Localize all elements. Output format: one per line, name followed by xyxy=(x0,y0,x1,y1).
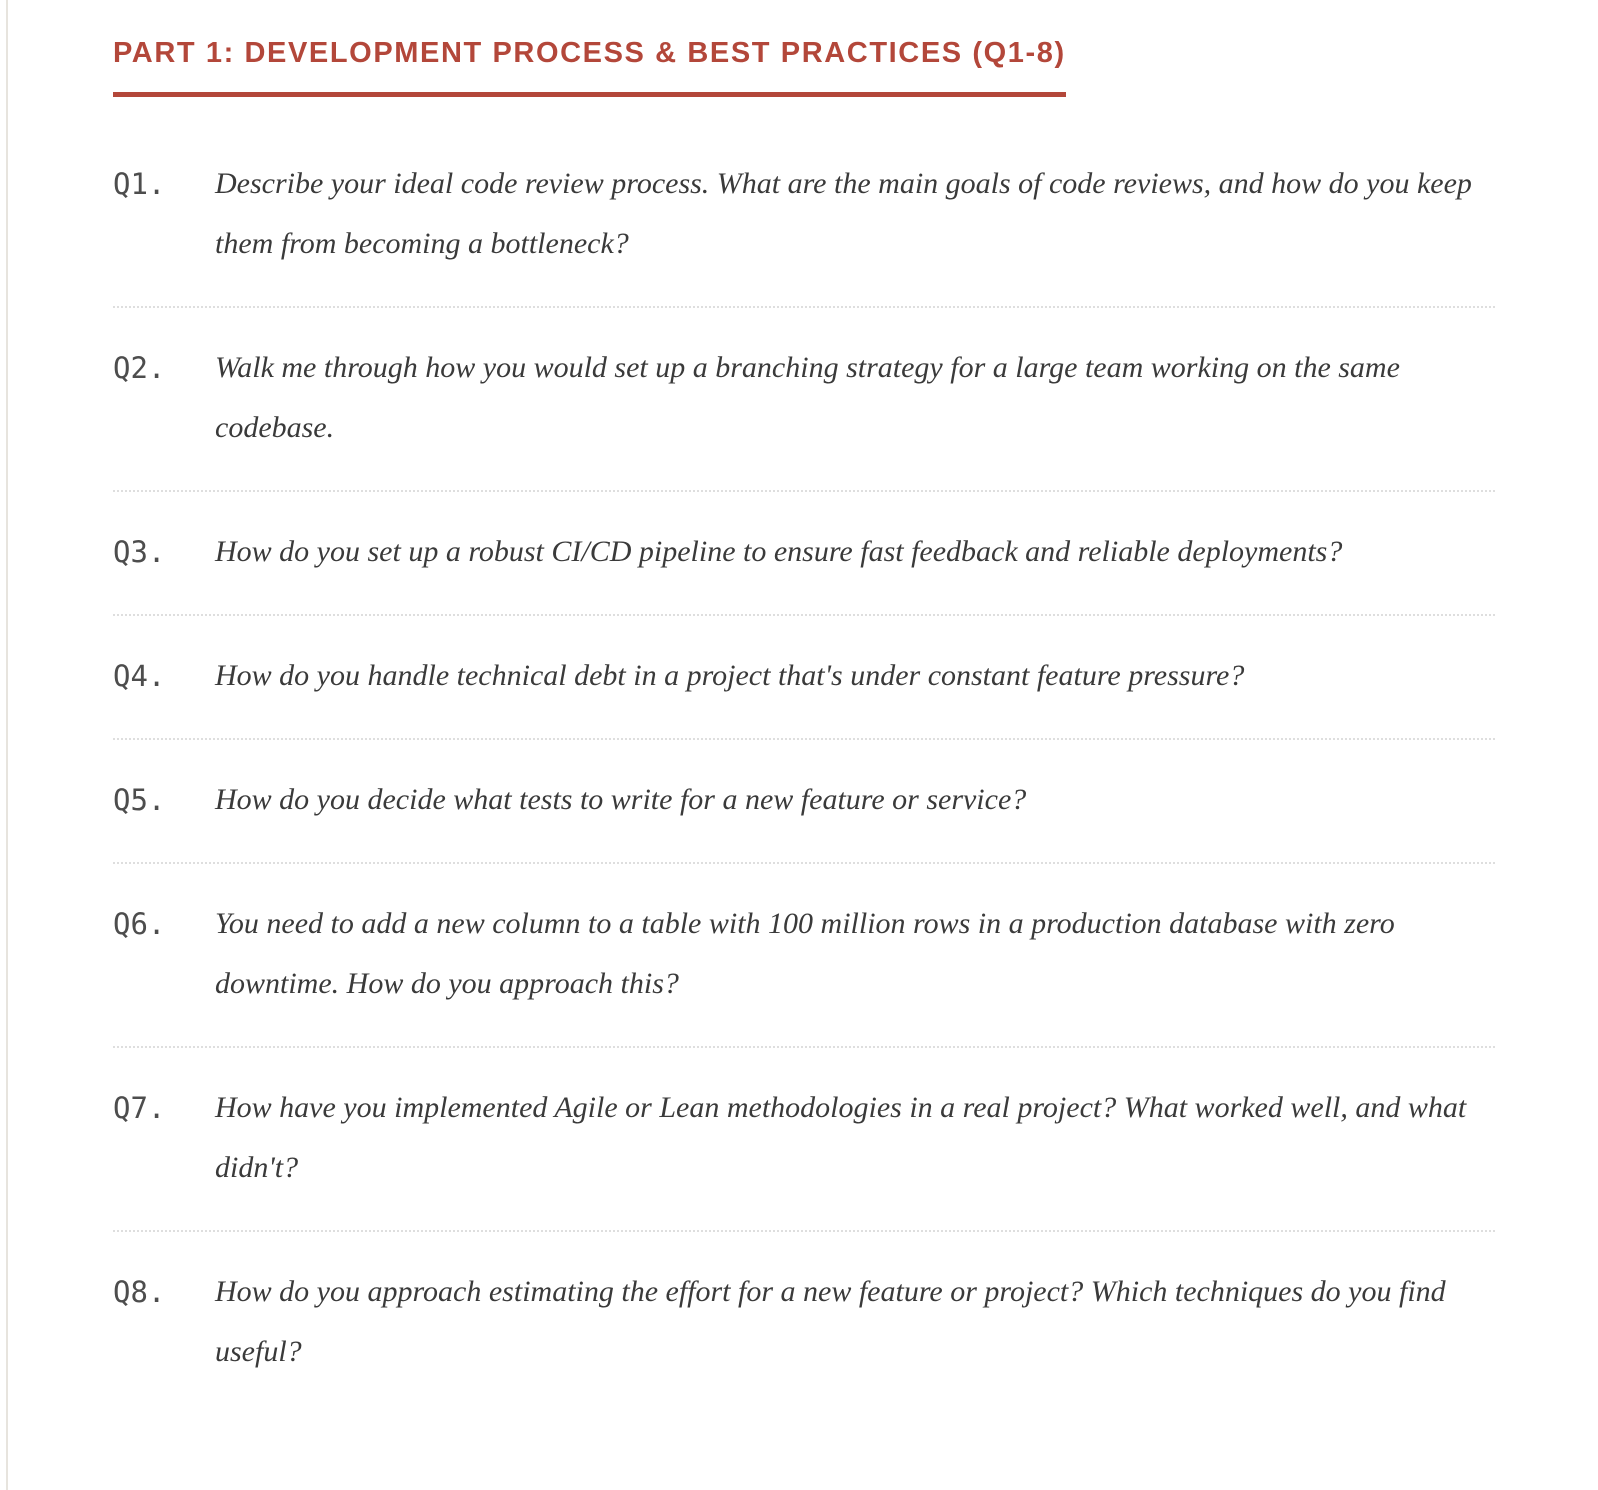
question-item xyxy=(113,738,1495,862)
question-text: Walk me through how you would set up a branching strategy for a large team working on the same codebase. xyxy=(215,351,1400,444)
question-text: How do you set up a robust CI/CD pipeline to ensure fast feedback and reliable deployments? xyxy=(215,535,1343,568)
question-number: Q6. xyxy=(113,907,166,941)
question-number: Q1. xyxy=(113,167,166,201)
question-text: How do you handle technical debt in a project that's under constant feature pressure? xyxy=(215,659,1245,692)
question-number: Q4. xyxy=(113,659,166,693)
question-item xyxy=(113,490,1495,614)
question-item xyxy=(113,862,1495,1046)
page-left-border xyxy=(6,0,8,1490)
question-list xyxy=(113,124,1495,1414)
question-text: How do you decide what tests to write for a new feature or service? xyxy=(215,783,1027,816)
question-item xyxy=(113,306,1495,490)
question-number: Q3. xyxy=(113,535,166,569)
section-title: PART 1: DEVELOPMENT PROCESS & BEST PRACTICES (Q1-8) xyxy=(113,36,1066,97)
question-text: How have you implemented Agile or Lean methodologies in a real project? What worked well, and what didn't? xyxy=(215,1091,1467,1184)
question-number: Q2. xyxy=(113,351,166,385)
question-text: How do you approach estimating the effort for a new feature or project? Which techniques do you find useful? xyxy=(215,1275,1446,1368)
question-item xyxy=(113,1046,1495,1230)
article-section xyxy=(113,36,1495,1414)
question-text: You need to add a new column to a table with 100 million rows in a production database with zero downtime. How do you approach this? xyxy=(215,907,1395,1000)
question-text: Describe your ideal code review process. What are the main goals of code reviews, and how do you keep them from becoming a bottleneck? xyxy=(215,167,1472,260)
question-number: Q5. xyxy=(113,783,166,817)
question-number: Q7. xyxy=(113,1091,166,1125)
question-number: Q8. xyxy=(113,1275,166,1309)
question-item xyxy=(113,124,1495,306)
question-item xyxy=(113,1230,1495,1414)
question-item xyxy=(113,614,1495,738)
